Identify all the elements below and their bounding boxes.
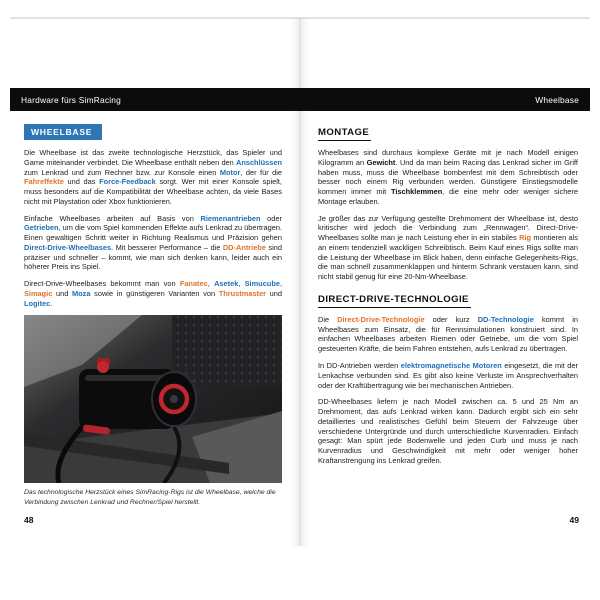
section-direct-drive (318, 289, 578, 466)
body-paragraph: Einfache Wheelbases arbeiten auf Basis von Riemenantrieben oder Getrieben, um die vom Spiel kommenden Effekte aufs Lenkrad zu übertragen. Einen gewaltigen Schritt weiter in Richtung Realismus und Präzision gehen Direct-Drive-Wheelbases. Mit besserer Performance – die DD-Antriebe sind präziser und schneller – kommt, wie man sich denken kann, leider auch ein höherer Preis ins Spiel. (24, 213, 282, 272)
photo-caption: Das technologische Herzstück eines SimRacing-Rigs ist die Wheelbase, welche die Verbindung zwischen Lenkrad und Rechner/Spiel herstellt. (24, 489, 276, 506)
book-title: Hardware fürs SimRacing (21, 94, 122, 105)
body-paragraph: Direct-Drive-Wheelbases bekommt man von Fanatec, Asetek, Simucube, Simagic und Moza sowie in günstigeren Varianten von Thrustmaster und Logitec. (24, 279, 283, 308)
chapter-title: Wheelbase (535, 94, 579, 105)
body-paragraph: DD-Wheelbases liefern je nach Modell zwischen ca. 5 und 25 Nm an Drehmoment, das aufs Lenkrad wirken kann. Dadurch ergibt sich ein sehr detailliertes und realistisches Gefühl beim Steuern der Fahrzeuge über verschiedene Untergründe und durch unterschiedliche Kurvenradien. Einfach gesagt: Man spürt jede Bodenwelle und jeden Curb und muss je nach Kurvenradius und Geschwindigkeit mit mehr oder weniger hoher Kraftanstrengung ins Lenkrad greifen. (318, 397, 578, 465)
rig-photo (24, 315, 282, 483)
body-paragraph: In DD-Antrieben werden elektromagnetische Motoren eingesetzt, die mit der Lenkachse verbunden sind. Es gibt also keine Verluste im Ansprechverhalten oder der Kraftübertragung wie bei mechanischen Antrieben. (318, 361, 578, 390)
body-paragraph: Die Direct-Drive-Technologie oder kurz DD-Technologie kommt in Wheelbases zum Einsatz, die für Rennsimulationen konstruiert sind. In einfachen Wheelbases arbeiten Riemen oder Getriebe, um die vom Spiel gesteuerten Kräfte, die beim Fahren entstehen, aufs Lenkrad zu übertragen. (318, 314, 578, 354)
body-paragraph: Wheelbases sind durchaus komplexe Geräte mit je nach Modell einigen Kilogramm an Gewicht. Und da man beim Racing das Lenkrad sicher im Griff haben muss, muss die Wheelbase bombenfest mit dem Schreibtisch oder besser noch einem Rig verbunden werden. Günstigere Einstiegsmodelle kommen immer mit Tischklemmen, die eine mehr oder weniger sichere Montage erlauben. (318, 148, 578, 206)
section-heading-montage: MONTAGE (318, 127, 371, 141)
left-page (24, 122, 282, 507)
header-bar (10, 88, 590, 111)
section-montage (318, 122, 578, 282)
page-top-edge (10, 17, 590, 19)
body-paragraph: Die Wheelbase ist das zweite technologische Herzstück, das Spieler und Game miteinander verbindet. Die Wheelbase enthält neben den Anschlüssen zum Lenkrad und zum Rechner bzw. zur Konsole einen Motor, der für die Fahreffekte und das Force-Feedback sorgt. Wer mit einer Konsole spielt, muss besonders auf die Kompatibilität der Wheelbase achten, da viele Bases nicht mit Playstation oder Xbox funktionieren. (24, 148, 282, 206)
page-number-right: 49 (569, 515, 579, 525)
body-paragraph: Je größer das zur Verfügung gestellte Drehmoment der Wheelbase ist, desto kritischer wird jedoch die Verbindung zum „Rennwagen“. Direct-Drive-Wheelbases sollte man je nach Leistung eher in ein stabiles Rig montieren als an einem tendenziell wackligen Schreibtisch. Beim Kauf eines Rigs sollte man die Leistung der Wheelbase im Blick haben, denn einfache Gelegenheits-Rigs, die man schnell zusammenklappen und hinterm Schrank verstauen kann, sind nicht stabil genug für eine 20-Nm-Wheelbase. (318, 213, 578, 282)
right-page (318, 122, 578, 473)
page-number-left: 48 (24, 515, 34, 525)
wheelbase-badge: WHEELBASE (24, 124, 102, 140)
section-heading-direct-drive: DIRECT-DRIVE-TECHNOLOGIE (318, 294, 471, 308)
